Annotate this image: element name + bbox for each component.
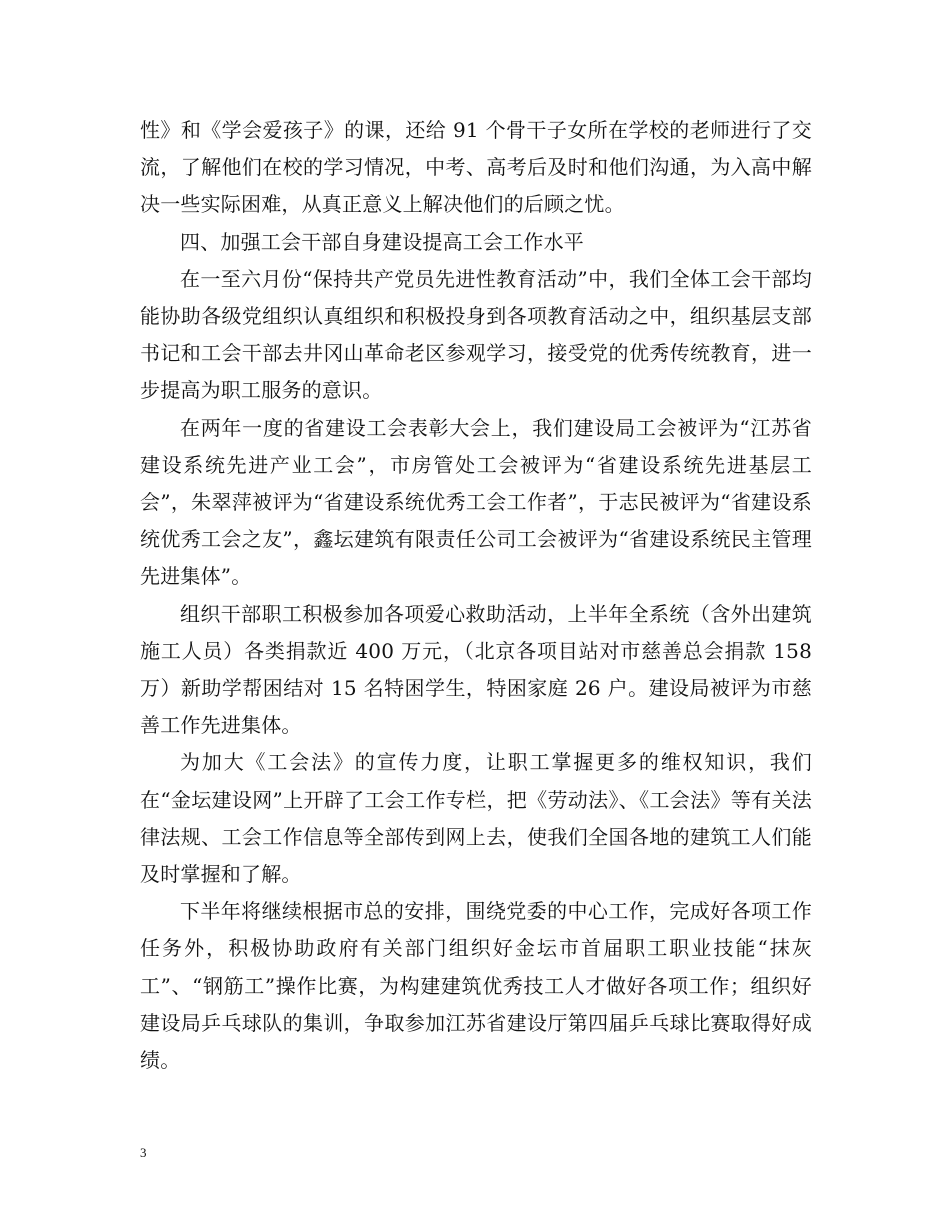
paragraph-4: 组织干部职工积极参加各项爱心救助活动，上半年全系统（含外出建筑施工人员）各类捐款近 400 万元，（北京各项目站对市慈善总会捐款 158 万）新助学帮困结对 15 名特困学生，特困家庭 26 户。建设局被评为市慈善工作先进集体。	[140, 601, 812, 738]
document-body	[140, 112, 812, 1079]
paragraph-1: 性》和《学会爱孩子》的课，还给 91 个骨干子女所在学校的老师进行了交流，了解他们在校的学习情况，中考、高考后及时和他们沟通，为入高中解决一些实际困难，从真正意义上解决他们的后顾之忧。	[140, 118, 812, 217]
paragraph-3: 在两年一度的省建设工会表彰大会上，我们建设局工会被评为“江苏省建设系统先进产业工会”，市房管处工会被评为“省建设系统先进基层工会”，朱翠萍被评为“省建设系统优秀工会工作者”，于志民被评为“省建设系统优秀工会之友”，鑫坛建筑有限责任公司工会被评为“省建设系统民主管理先进集体”。	[140, 415, 812, 589]
paragraph-6: 下半年将继续根据市总的安排，围绕党委的中心工作，完成好各项工作任务外，积极协助政府有关部门组织好金坛市首届职工职业技能“抹灰工”、“钢筋工”操作比赛，为构建建筑优秀技工人才做好各项工作；组织好建设局乒乓球队的集训，争取参加江苏省建设厅第四届乒乓球比赛取得好成绩。	[140, 899, 812, 1073]
section-heading: 四、加强工会干部自身建设提高工会工作水平	[180, 229, 584, 254]
page-number: 3	[140, 1145, 147, 1160]
paragraph-2: 在一至六月份“保持共产党员先进性教育活动”中，我们全体工会干部均能协助各级党组织认真组织和积极投身到各项教育活动之中，组织基层支部书记和工会干部去井冈山革命老区参观学习，接受党的优秀传统教育，进一步提高为职工服务的意识。	[140, 266, 812, 403]
paragraph-5: 为加大《工会法》的宣传力度，让职工掌握更多的维权知识，我们在“金坛建设网”上开辟了工会工作专栏，把《劳动法》、《工会法》等有关法律法规、工会工作信息等全部传到网上去，使我们全国各地的建筑工人们能及时掌握和了解。	[140, 750, 812, 887]
